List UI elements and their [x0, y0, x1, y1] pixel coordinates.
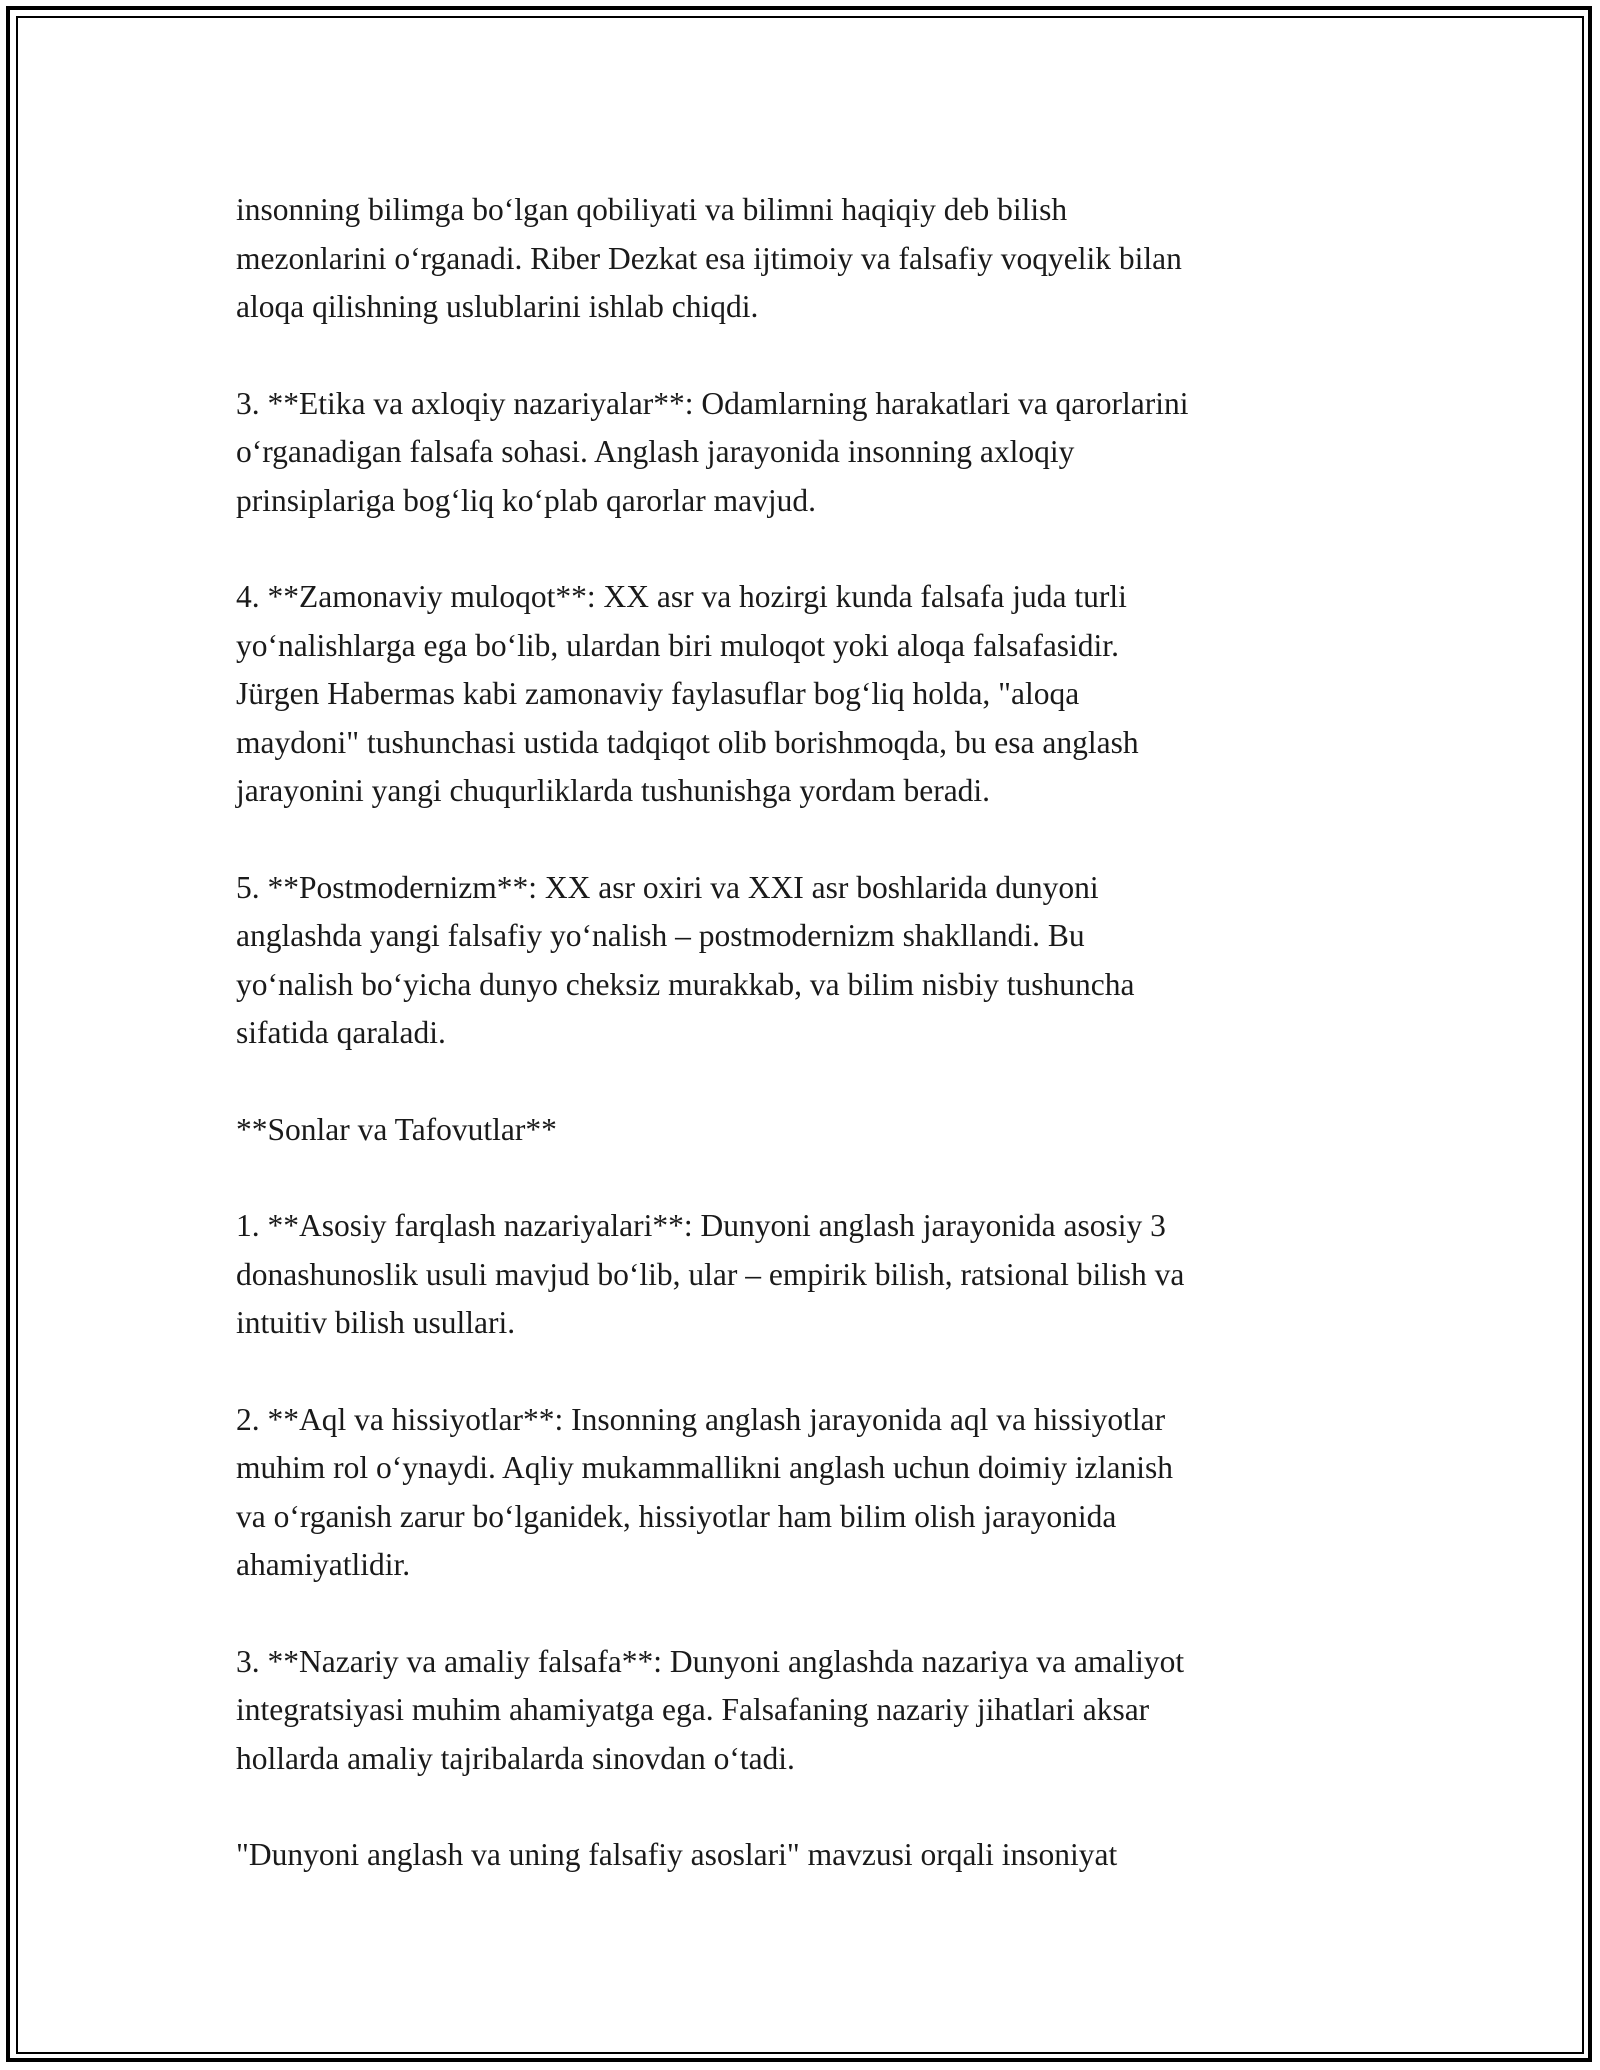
paragraph-conclusion	[236, 1831, 1366, 1880]
text-line: **Sonlar va Tafovutlar**	[236, 1111, 557, 1147]
text-line: intuitiv bilish usullari.	[236, 1305, 516, 1340]
list-item-postmodernism	[236, 864, 1366, 1058]
list-item-modern-communication	[236, 573, 1366, 816]
text-line: ahamiyatlidir.	[236, 1547, 411, 1582]
text-line: "Dunyoni anglash va uning falsafiy asoslari" mavzusi orqali insoniyat	[236, 1837, 1118, 1872]
text-line: o‘rganadigan falsafa sohasi. Anglash jarayonida insonning axloqiy	[236, 434, 1075, 469]
text-line: va o‘rganish zarur bo‘lganidek, hissiyotlar ham bilim olish jarayonida	[236, 1498, 1117, 1534]
document-body	[236, 186, 1366, 1928]
text-line: muhim rol o‘ynaydi. Aqliy mukammallikni anglash uchun doimiy izlanish	[236, 1450, 1174, 1485]
text-line: yo‘nalish bo‘yicha dunyo cheksiz murakkab, va bilim nisbiy tushuncha	[236, 966, 1135, 1002]
text-line: 1. **Asosiy farqlash nazariyalari**: Dunyoni anglash jarayonida asosiy 3	[236, 1208, 1166, 1243]
text-line: yo‘nalishlarga ega bo‘lib, ulardan biri muloqot yoki aloqa falsafasidir.	[236, 627, 1119, 663]
list-item-differentiation-theories	[236, 1202, 1366, 1348]
list-item-ethics	[236, 380, 1366, 526]
text-line: insonning bilimga bo‘lgan qobiliyati va bilimni haqiqiy deb bilish	[236, 192, 1068, 227]
text-line: aloqa qilishning uslublarini ishlab chiqdi.	[236, 289, 759, 324]
text-line: jarayonini yangi chuqurliklarda tushunishga yordam beradi.	[236, 773, 991, 808]
text-line: integratsiyasi muhim ahamiyatga ega. Falsafaning nazariy jihatlari aksar	[236, 1692, 1150, 1727]
text-line: 2. **Aql va hissiyotlar**: Insonning anglash jarayonida aql va hissiyotlar	[236, 1401, 1166, 1437]
list-item-theoretical-practical	[236, 1638, 1366, 1784]
text-line: 4. **Zamonaviy muloqot**: XX asr va hozirgi kunda falsafa juda turli	[236, 579, 1127, 614]
text-line: prinsiplariga bog‘liq ko‘plab qarorlar mavjud.	[236, 482, 816, 518]
text-line: mezonlarini o‘rganadi. Riber Dezkat esa ijtimoiy va falsafiy voqyelik bilan	[236, 240, 1182, 276]
section-heading	[236, 1106, 1366, 1155]
text-line: hollarda amaliy tajribalarda sinovdan o‘tadi.	[236, 1740, 795, 1776]
text-line: donashunoslik usuli mavjud bo‘lib, ular – empirik bilish, ratsional bilish va	[236, 1256, 1185, 1292]
text-line: 3. **Etika va axloqiy nazariyalar**: Odamlarning harakatlari va qarorlarini	[236, 385, 1189, 421]
text-line: anglashda yangi falsafiy yo‘nalish – postmodernizm shakllandi. Bu	[236, 918, 1085, 953]
list-item-reason-emotions	[236, 1396, 1366, 1590]
text-line: sifatida qaraladi.	[236, 1015, 446, 1050]
text-line: 3. **Nazariy va amaliy falsafa**: Dunyoni anglashda nazariya va amaliyot	[236, 1643, 1185, 1679]
text-line: Jürgen Habermas kabi zamonaviy faylasuflar bog‘liq holda, "aloqa	[236, 676, 1080, 711]
text-line: maydoni" tushunchasi ustida tadqiqot olib borishmoqda, bu esa anglash	[236, 724, 1139, 760]
text-line: 5. **Postmodernizm**: XX asr oxiri va XXI asr boshlarida dunyoni	[236, 869, 1099, 905]
paragraph-knowledge-criteria	[236, 186, 1366, 332]
